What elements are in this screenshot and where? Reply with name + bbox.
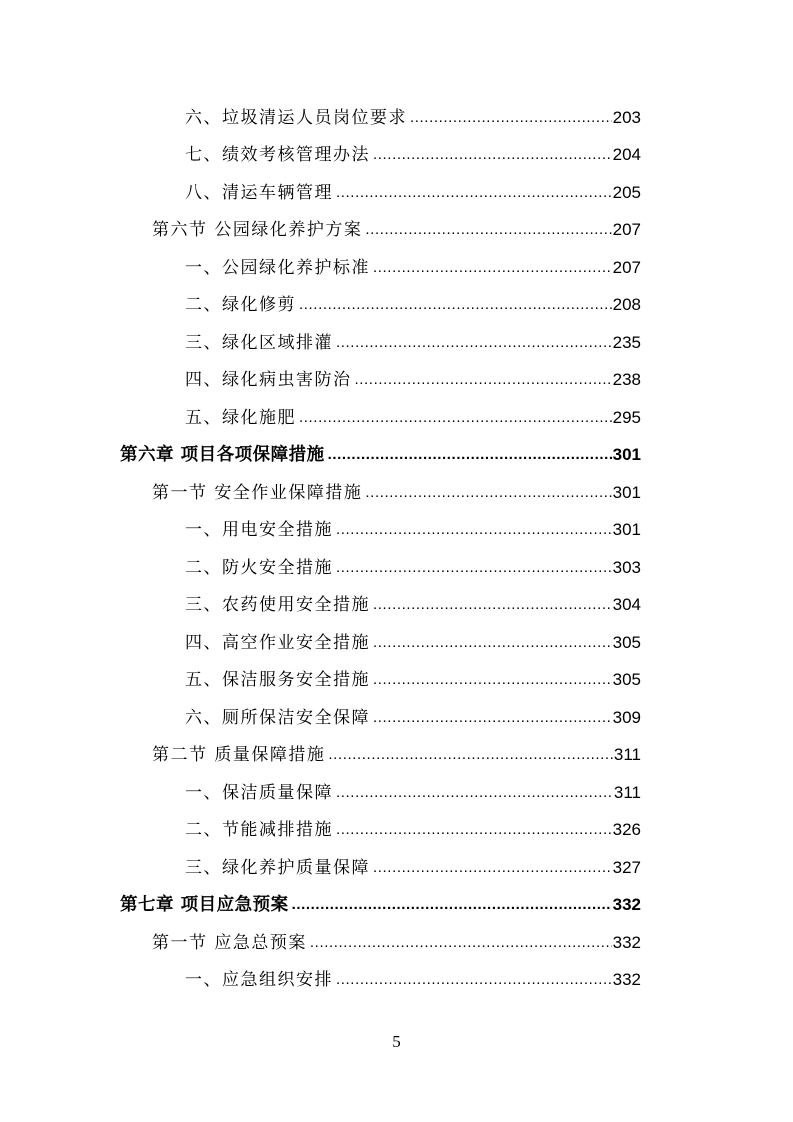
toc-entry-title: 六、厕所保洁安全保障 — [185, 708, 370, 728]
dot-leader — [365, 481, 611, 505]
dot-leader — [336, 181, 612, 205]
toc-entry[interactable] — [185, 631, 641, 655]
dot-leader — [336, 818, 612, 842]
toc-entry-title: 七、绩效考核管理办法 — [185, 145, 370, 165]
dot-leader — [373, 256, 612, 280]
toc-entry-page: 208 — [612, 295, 641, 314]
toc-entry-title: 三、绿化养护质量保障 — [185, 858, 370, 878]
toc-entry-page: 204 — [612, 145, 641, 164]
toc-entry-page: 327 — [612, 858, 641, 877]
toc-entry-title: 第六节 公园绿化养护方案 — [152, 220, 363, 240]
toc-entry-page: 332 — [612, 933, 641, 952]
toc-entry-page: 305 — [612, 670, 641, 689]
toc-entry-page: 305 — [612, 633, 641, 652]
toc-entry-page: 311 — [613, 745, 641, 764]
dot-leader — [299, 293, 612, 317]
toc-entry[interactable] — [185, 518, 641, 542]
toc-chapter-entry[interactable] — [120, 893, 641, 917]
toc-entry[interactable] — [185, 556, 641, 580]
toc-entry-page: 207 — [612, 220, 641, 239]
dot-leader — [328, 743, 612, 767]
toc-entry-title: 六、垃圾清运人员岗位要求 — [185, 108, 407, 128]
toc-chapter-entry[interactable] — [120, 443, 641, 467]
toc-entry[interactable] — [185, 331, 641, 355]
toc-entry[interactable] — [185, 781, 641, 805]
page-number: 5 — [392, 1032, 401, 1051]
toc-entry[interactable] — [185, 706, 641, 730]
dot-leader — [365, 218, 611, 242]
toc-entry-title: 第六章 项目各项保障措施 — [120, 445, 325, 465]
toc-entry-title: 八、清运车辆管理 — [185, 183, 333, 203]
toc-entry-title: 五、保洁服务安全措施 — [185, 670, 370, 690]
dot-leader — [336, 556, 612, 580]
toc-entry-page: 301 — [612, 445, 641, 464]
toc-entry-page: 332 — [612, 970, 641, 989]
toc-entry-title: 第一节 安全作业保障措施 — [152, 483, 363, 503]
toc-entry-title: 二、防火安全措施 — [185, 558, 333, 578]
toc-entry-title: 一、应急组织安排 — [185, 970, 333, 990]
dot-leader — [336, 518, 612, 542]
toc-entry[interactable] — [185, 406, 641, 430]
toc-entry-title: 一、保洁质量保障 — [185, 783, 333, 803]
dot-leader — [373, 593, 612, 617]
toc-entry-title: 三、农药使用安全措施 — [185, 595, 370, 615]
dot-leader — [299, 406, 612, 430]
dot-leader — [373, 631, 612, 655]
dot-leader — [355, 368, 612, 392]
toc-entry-page: 207 — [612, 258, 641, 277]
toc-entry-title: 第七章 项目应急预案 — [120, 895, 289, 915]
dot-leader — [310, 931, 612, 955]
toc-entry[interactable] — [152, 481, 641, 505]
toc-entry[interactable] — [185, 143, 641, 167]
dot-leader — [336, 331, 612, 355]
toc-entry-page: 304 — [612, 595, 641, 614]
toc-entry[interactable] — [152, 743, 641, 767]
toc-entry-title: 四、绿化病虫害防治 — [185, 370, 352, 390]
toc-entry-title: 四、高空作业安全措施 — [185, 633, 370, 653]
toc-entry[interactable] — [185, 593, 641, 617]
toc-entry[interactable] — [185, 668, 641, 692]
toc-entry-title: 二、节能减排措施 — [185, 820, 333, 840]
toc-entry-title: 一、公园绿化养护标准 — [185, 258, 370, 278]
toc-entry-page: 309 — [612, 708, 641, 727]
toc-entry-page: 332 — [612, 895, 641, 914]
toc-entry-page: 205 — [612, 183, 641, 202]
dot-leader — [328, 443, 612, 467]
dot-leader — [373, 143, 612, 167]
toc-entry-page: 295 — [612, 408, 641, 427]
toc-entry-page: 311 — [613, 783, 641, 802]
toc-entry-page: 303 — [612, 558, 641, 577]
toc-entry[interactable] — [185, 106, 641, 130]
dot-leader — [292, 893, 612, 917]
toc-entry-title: 三、绿化区域排灌 — [185, 333, 333, 353]
toc-entry-page: 203 — [612, 108, 641, 127]
toc-entry-title: 二、绿化修剪 — [185, 295, 296, 315]
dot-leader — [336, 968, 612, 992]
dot-leader — [373, 706, 612, 730]
toc-entry[interactable] — [185, 968, 641, 992]
toc-entry[interactable] — [185, 856, 641, 880]
toc-entry-title: 第二节 质量保障措施 — [152, 745, 326, 765]
toc-entry-title: 第一节 应急总预案 — [152, 933, 307, 953]
dot-leader — [410, 106, 612, 130]
dot-leader — [373, 668, 612, 692]
toc-entry-page: 235 — [612, 333, 641, 352]
toc-entry[interactable] — [152, 931, 641, 955]
toc-entry[interactable] — [185, 256, 641, 280]
dot-leader — [336, 781, 613, 805]
toc-entry-page: 238 — [612, 370, 641, 389]
toc-entry-title: 五、绿化施肥 — [185, 408, 296, 428]
toc-entry[interactable] — [185, 293, 641, 317]
toc-entry-title: 一、用电安全措施 — [185, 520, 333, 540]
toc-entry[interactable] — [185, 368, 641, 392]
toc-entry[interactable] — [152, 218, 641, 242]
toc-entry-page: 301 — [612, 483, 641, 502]
toc-entry[interactable] — [185, 181, 641, 205]
toc-entry-page: 301 — [612, 520, 641, 539]
toc-entry[interactable] — [185, 818, 641, 842]
toc-entry-page: 326 — [612, 820, 641, 839]
dot-leader — [373, 856, 612, 880]
